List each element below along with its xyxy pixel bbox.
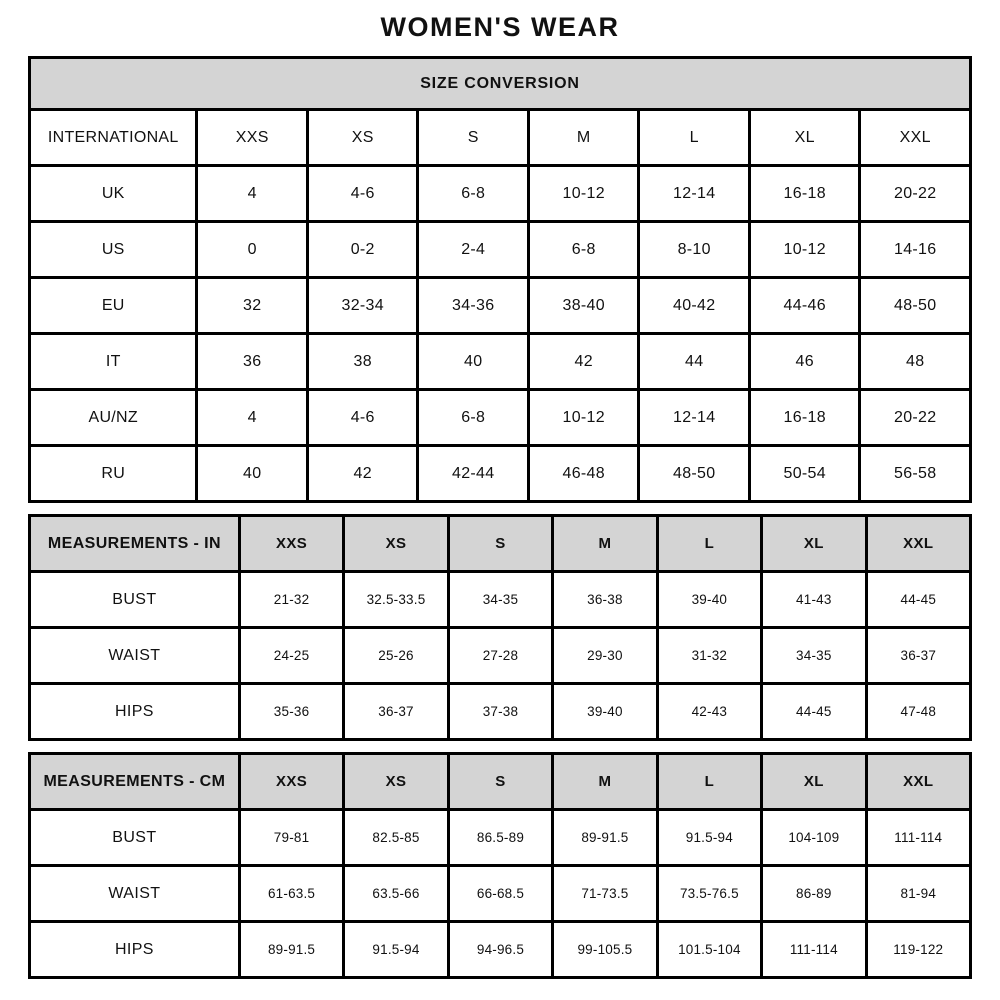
value-cell: 101.5-104 — [657, 922, 761, 978]
value-cell: 44-45 — [762, 684, 866, 740]
value-cell: 36-37 — [344, 684, 448, 740]
row-label-cell: AU/NZ — [30, 390, 197, 446]
value-cell: 8-10 — [639, 222, 750, 278]
value-cell: 34-36 — [418, 278, 529, 334]
value-cell: 86.5-89 — [448, 810, 552, 866]
table-row — [30, 810, 971, 866]
header-size-cell: XXL — [860, 110, 971, 166]
value-cell: 4-6 — [307, 390, 418, 446]
value-cell: 0 — [197, 222, 308, 278]
value-cell: 99-105.5 — [553, 922, 657, 978]
header-size-cell: XL — [762, 754, 866, 810]
header-label-cell: MEASUREMENTS - IN — [30, 516, 240, 572]
value-cell: 12-14 — [639, 166, 750, 222]
value-cell: 81-94 — [866, 866, 970, 922]
value-cell: 0-2 — [307, 222, 418, 278]
row-label-cell: HIPS — [30, 684, 240, 740]
header-size-cell: S — [418, 110, 529, 166]
value-cell: 37-38 — [448, 684, 552, 740]
value-cell: 4 — [197, 166, 308, 222]
table-row — [30, 446, 971, 502]
header-size-cell: L — [657, 754, 761, 810]
value-cell: 35-36 — [239, 684, 343, 740]
value-cell: 34-35 — [762, 628, 866, 684]
header-size-cell: M — [528, 110, 639, 166]
value-cell: 24-25 — [239, 628, 343, 684]
value-cell: 48-50 — [860, 278, 971, 334]
value-cell: 39-40 — [553, 684, 657, 740]
row-label-cell: BUST — [30, 572, 240, 628]
measurements-cm-table — [28, 752, 972, 979]
value-cell: 48 — [860, 334, 971, 390]
value-cell: 4-6 — [307, 166, 418, 222]
value-cell: 39-40 — [657, 572, 761, 628]
table-caption: SIZE CONVERSION — [30, 58, 971, 110]
header-size-cell: XS — [344, 516, 448, 572]
value-cell: 94-96.5 — [448, 922, 552, 978]
table-row — [30, 628, 971, 684]
value-cell: 42-44 — [418, 446, 529, 502]
value-cell: 32-34 — [307, 278, 418, 334]
value-cell: 56-58 — [860, 446, 971, 502]
header-size-cell: L — [639, 110, 750, 166]
page-title: WOMEN'S WEAR — [380, 12, 620, 42]
value-cell: 25-26 — [344, 628, 448, 684]
value-cell: 104-109 — [762, 810, 866, 866]
value-cell: 12-14 — [639, 390, 750, 446]
value-cell: 48-50 — [639, 446, 750, 502]
value-cell: 82.5-85 — [344, 810, 448, 866]
row-label-cell: RU — [30, 446, 197, 502]
value-cell: 32 — [197, 278, 308, 334]
header-size-cell: S — [448, 754, 552, 810]
table-row — [30, 334, 971, 390]
value-cell: 119-122 — [866, 922, 970, 978]
value-cell: 6-8 — [418, 166, 529, 222]
value-cell: 61-63.5 — [239, 866, 343, 922]
row-label-cell: HIPS — [30, 922, 240, 978]
table-header-row — [30, 516, 971, 572]
table-row — [30, 390, 971, 446]
table-row — [30, 166, 971, 222]
value-cell: 89-91.5 — [239, 922, 343, 978]
value-cell: 40 — [197, 446, 308, 502]
value-cell: 111-114 — [866, 810, 970, 866]
table-row — [30, 572, 971, 628]
table-row — [30, 684, 971, 740]
header-label-cell: MEASUREMENTS - CM — [30, 754, 240, 810]
table-row — [30, 222, 971, 278]
value-cell: 89-91.5 — [553, 810, 657, 866]
row-label-cell: IT — [30, 334, 197, 390]
value-cell: 41-43 — [762, 572, 866, 628]
value-cell: 32.5-33.5 — [344, 572, 448, 628]
value-cell: 111-114 — [762, 922, 866, 978]
table-row — [30, 278, 971, 334]
table-row — [30, 866, 971, 922]
value-cell: 86-89 — [762, 866, 866, 922]
value-cell: 91.5-94 — [344, 922, 448, 978]
value-cell: 31-32 — [657, 628, 761, 684]
value-cell: 10-12 — [749, 222, 860, 278]
value-cell: 46-48 — [528, 446, 639, 502]
value-cell: 27-28 — [448, 628, 552, 684]
value-cell: 10-12 — [528, 390, 639, 446]
value-cell: 44 — [639, 334, 750, 390]
row-label-cell: WAIST — [30, 866, 240, 922]
header-size-cell: M — [553, 516, 657, 572]
value-cell: 38-40 — [528, 278, 639, 334]
value-cell: 44-45 — [866, 572, 970, 628]
value-cell: 50-54 — [749, 446, 860, 502]
value-cell: 36 — [197, 334, 308, 390]
value-cell: 91.5-94 — [657, 810, 761, 866]
value-cell: 71-73.5 — [553, 866, 657, 922]
value-cell: 79-81 — [239, 810, 343, 866]
header-size-cell: XL — [762, 516, 866, 572]
value-cell: 20-22 — [860, 390, 971, 446]
size-conversion-table — [28, 56, 972, 503]
table-row — [30, 922, 971, 978]
header-size-cell: M — [553, 754, 657, 810]
measurements-in-table — [28, 514, 972, 741]
table-caption-row — [30, 58, 971, 110]
header-size-cell: XXL — [866, 516, 970, 572]
value-cell: 47-48 — [866, 684, 970, 740]
value-cell: 10-12 — [528, 166, 639, 222]
row-label-cell: BUST — [30, 810, 240, 866]
header-size-cell: XXS — [197, 110, 308, 166]
value-cell: 38 — [307, 334, 418, 390]
row-label-cell: WAIST — [30, 628, 240, 684]
value-cell: 36-38 — [553, 572, 657, 628]
table-header-row — [30, 754, 971, 810]
value-cell: 63.5-66 — [344, 866, 448, 922]
value-cell: 14-16 — [860, 222, 971, 278]
row-label-cell: US — [30, 222, 197, 278]
header-size-cell: XXS — [239, 516, 343, 572]
value-cell: 4 — [197, 390, 308, 446]
value-cell: 21-32 — [239, 572, 343, 628]
header-size-cell: XXL — [866, 754, 970, 810]
header-size-cell: XS — [344, 754, 448, 810]
value-cell: 42-43 — [657, 684, 761, 740]
value-cell: 42 — [528, 334, 639, 390]
value-cell: 44-46 — [749, 278, 860, 334]
header-size-cell: L — [657, 516, 761, 572]
value-cell: 16-18 — [749, 166, 860, 222]
header-label-cell: INTERNATIONAL — [30, 110, 197, 166]
value-cell: 6-8 — [528, 222, 639, 278]
value-cell: 73.5-76.5 — [657, 866, 761, 922]
value-cell: 6-8 — [418, 390, 529, 446]
header-size-cell: S — [448, 516, 552, 572]
value-cell: 40-42 — [639, 278, 750, 334]
header-size-cell: XL — [749, 110, 860, 166]
row-label-cell: UK — [30, 166, 197, 222]
value-cell: 34-35 — [448, 572, 552, 628]
value-cell: 20-22 — [860, 166, 971, 222]
row-label-cell: EU — [30, 278, 197, 334]
value-cell: 36-37 — [866, 628, 970, 684]
value-cell: 42 — [307, 446, 418, 502]
header-size-cell: XXS — [239, 754, 343, 810]
table-header-row — [30, 110, 971, 166]
value-cell: 2-4 — [418, 222, 529, 278]
value-cell: 66-68.5 — [448, 866, 552, 922]
value-cell: 29-30 — [553, 628, 657, 684]
value-cell: 16-18 — [749, 390, 860, 446]
value-cell: 46 — [749, 334, 860, 390]
header-size-cell: XS — [307, 110, 418, 166]
value-cell: 40 — [418, 334, 529, 390]
